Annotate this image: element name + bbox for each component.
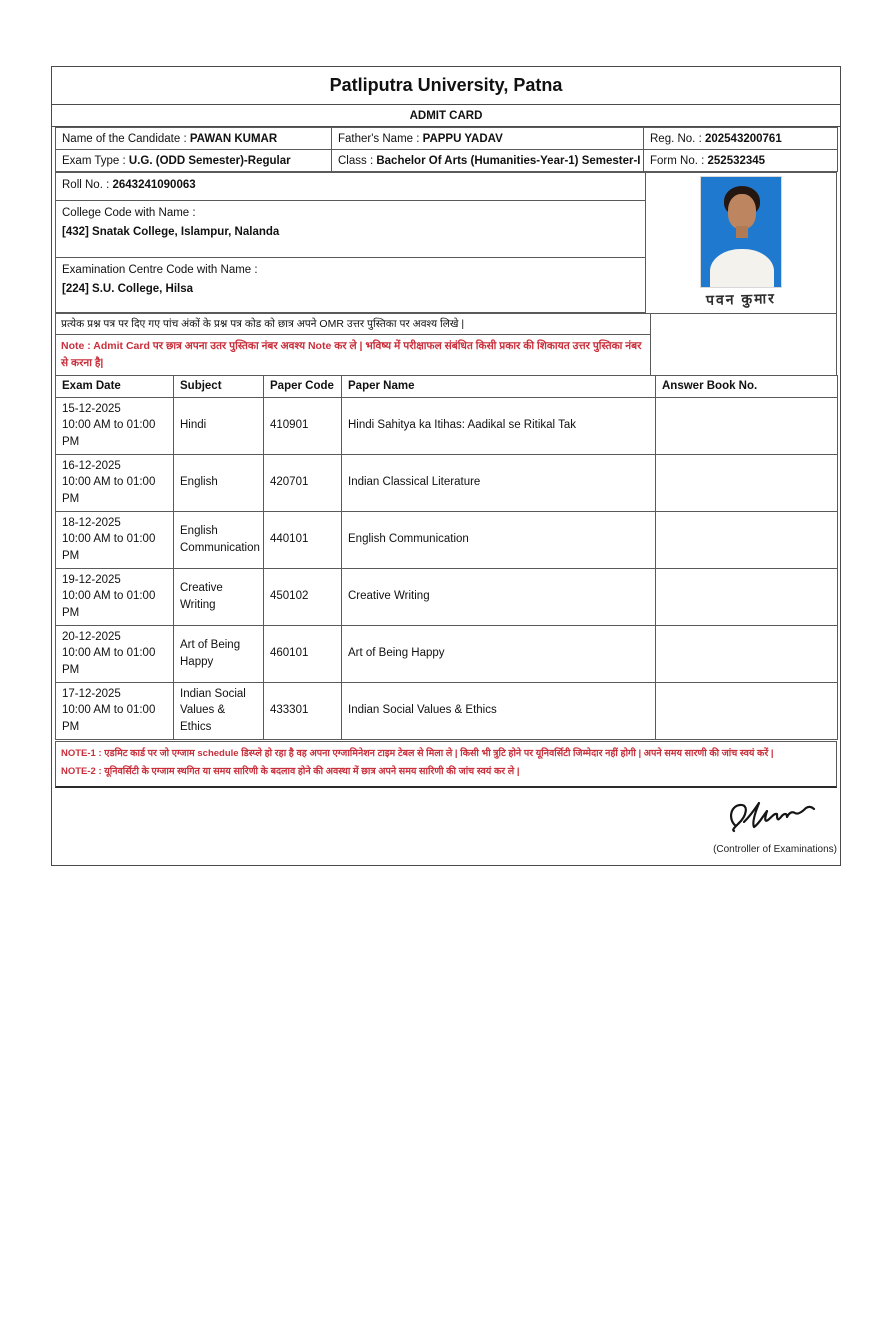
subject-cell: English [174, 454, 264, 511]
subject-cell: English Communication [174, 511, 264, 568]
exam-date: 15-12-2025 [62, 402, 121, 415]
table-row [56, 150, 838, 172]
exam-time: 10:00 AM to 01:00 PM [62, 590, 156, 619]
header-exam-date: Exam Date [56, 375, 174, 397]
controller-signature-image [722, 796, 822, 840]
father-name: PAPPU YADAV [422, 132, 503, 145]
admit-card [51, 66, 841, 866]
header-paper-code: Paper Code [264, 375, 342, 397]
header-answer-book-no: Answer Book No. [656, 375, 838, 397]
exam-date-cell [56, 682, 174, 739]
card-type-label: ADMIT CARD [52, 105, 840, 127]
exam-date: 19-12-2025 [62, 573, 121, 586]
table-row [56, 397, 838, 454]
reg-no: 202543200761 [704, 132, 782, 145]
exam-time: 10:00 AM to 01:00 PM [62, 476, 156, 505]
roll-no-label: Roll No. : [62, 179, 113, 191]
father-name-label: Father's Name : [338, 132, 423, 145]
answer-book-no-cell [656, 682, 838, 739]
exam-date-cell [56, 454, 174, 511]
paper-code-cell: 410901 [264, 397, 342, 454]
paper-code-cell: 450102 [264, 568, 342, 625]
paper-code-cell: 433301 [264, 682, 342, 739]
candidate-name-cell [56, 128, 332, 150]
answer-book-no-cell [656, 625, 838, 682]
exam-date: 16-12-2025 [62, 459, 121, 472]
answer-book-no-cell [656, 397, 838, 454]
exam-date-cell [56, 568, 174, 625]
exam-centre-box [55, 257, 646, 313]
exam-date: 18-12-2025 [62, 516, 121, 529]
roll-no-box [55, 172, 646, 201]
signature-area [52, 788, 840, 865]
candidate-name-label: Name of the Candidate : [62, 132, 190, 145]
roll-no: 2643241090063 [112, 179, 196, 191]
photo-shirt-shape [710, 249, 774, 288]
subject-cell: Indian Social Values & Ethics [174, 682, 264, 739]
exam-centre-name: [224] S.U. College, Hilsa [62, 283, 194, 295]
paper-name-cell: Hindi Sahitya ka Itihas: Aadikal se Ritikal Tak [342, 397, 656, 454]
college-name: [432] Snatak College, Islampur, Nalanda [62, 226, 280, 238]
table-row [56, 511, 838, 568]
photo-face-shape [728, 194, 756, 229]
father-name-cell [332, 128, 644, 150]
footer-notes-box [55, 741, 837, 788]
paper-code-cell: 460101 [264, 625, 342, 682]
exam-date: 20-12-2025 [62, 630, 121, 643]
class-name: Bachelor Of Arts (Humanities-Year-1) Semester-I [376, 154, 641, 167]
exam-time: 10:00 AM to 01:00 PM [62, 647, 156, 676]
class-label: Class : [338, 154, 377, 167]
paper-name-cell: Art of Being Happy [342, 625, 656, 682]
paper-name-cell: Creative Writing [342, 568, 656, 625]
red-note: Note : Admit Card पर छात्र अपना उतर पुस्तिका नंबर अवश्य Note कर ले | भविष्य में परीक्षाफल संबंधित किसी प्रकार की शिकायत उत्तर पुस्तिका नंबर से करना है| [55, 334, 651, 376]
candidate-name: PAWAN KUMAR [189, 132, 278, 145]
class-cell [332, 150, 644, 172]
paper-name-cell: English Communication [342, 511, 656, 568]
exam-centre-label: Examination Centre Code with Name : [62, 264, 258, 276]
table-row [56, 625, 838, 682]
table-row [56, 454, 838, 511]
reg-no-label: Reg. No. : [650, 132, 705, 145]
answer-book-no-cell [656, 511, 838, 568]
table-header-row [56, 375, 838, 397]
exam-time: 10:00 AM to 01:00 PM [62, 704, 156, 734]
header-paper-name: Paper Name [342, 375, 656, 397]
exam-date: 17-12-2025 [62, 687, 121, 700]
candidate-signature: पवन कुमार [705, 290, 777, 308]
table-row [56, 128, 838, 150]
answer-book-no-cell [656, 454, 838, 511]
university-title: Patliputra University, Patna [52, 67, 840, 105]
exam-date-cell [56, 397, 174, 454]
photo-cell [645, 172, 837, 314]
controller-designation: (Controller of Examinations) [713, 843, 837, 855]
header-subject: Subject [174, 375, 264, 397]
college-label: College Code with Name : [62, 207, 196, 219]
paper-code-cell: 420701 [264, 454, 342, 511]
exam-type: U.G. (ODD Semester)-Regular [128, 154, 291, 167]
exam-time: 10:00 AM to 01:00 PM [62, 533, 156, 562]
form-no: 252532345 [707, 154, 766, 167]
exam-date-cell [56, 625, 174, 682]
answer-book-no-cell [656, 568, 838, 625]
form-no-cell [644, 150, 838, 172]
table-row [56, 682, 838, 739]
omr-instruction: प्रत्येक प्रश्न पत्र पर दिए गए पांच अंकों के प्रश्न पत्र कोड को छात्र अपने OMR उत्तर पुस्तिका पर अवश्य लिखे | [55, 313, 651, 335]
table-row [56, 568, 838, 625]
note-2: NOTE-2 : यूनिवर्सिटी के एग्जाम स्थगित या समय सारिणी के बदलाव होने की अवस्था में छात्र अपने समय सारिणी की जांच स्वयं कर ले | [61, 766, 520, 778]
candidate-info-table [55, 127, 838, 172]
subject-cell: Hindi [174, 397, 264, 454]
reg-no-cell [644, 128, 838, 150]
exam-time: 10:00 AM to 01:00 PM [62, 419, 156, 448]
exam-type-cell [56, 150, 332, 172]
exam-type-label: Exam Type : [62, 154, 129, 167]
candidate-photo [700, 176, 782, 288]
note-1: NOTE-1 : एडमिट कार्ड पर जो एग्जाम schedule डिस्प्ले हो रहा है वह अपना एग्जामिनेशन टाइम टेबल से मिला ले | किसी भी त्रुटि होने पर यूनिवर्सिटी जिम्मेदार नहीं होगी | अपने समय सारणी की जांच स्वयं करें | [61, 747, 774, 759]
empty-cell [650, 313, 837, 376]
photo-neck-shape [736, 226, 748, 238]
paper-code-cell: 440101 [264, 511, 342, 568]
exam-date-cell [56, 511, 174, 568]
subject-cell: Creative Writing [174, 568, 264, 625]
paper-name-cell: Indian Classical Literature [342, 454, 656, 511]
subject-cell: Art of Being Happy [174, 625, 264, 682]
exam-schedule-table [55, 375, 838, 740]
college-box [55, 200, 646, 258]
form-no-label: Form No. : [650, 154, 708, 167]
paper-name-cell: Indian Social Values & Ethics [342, 682, 656, 739]
